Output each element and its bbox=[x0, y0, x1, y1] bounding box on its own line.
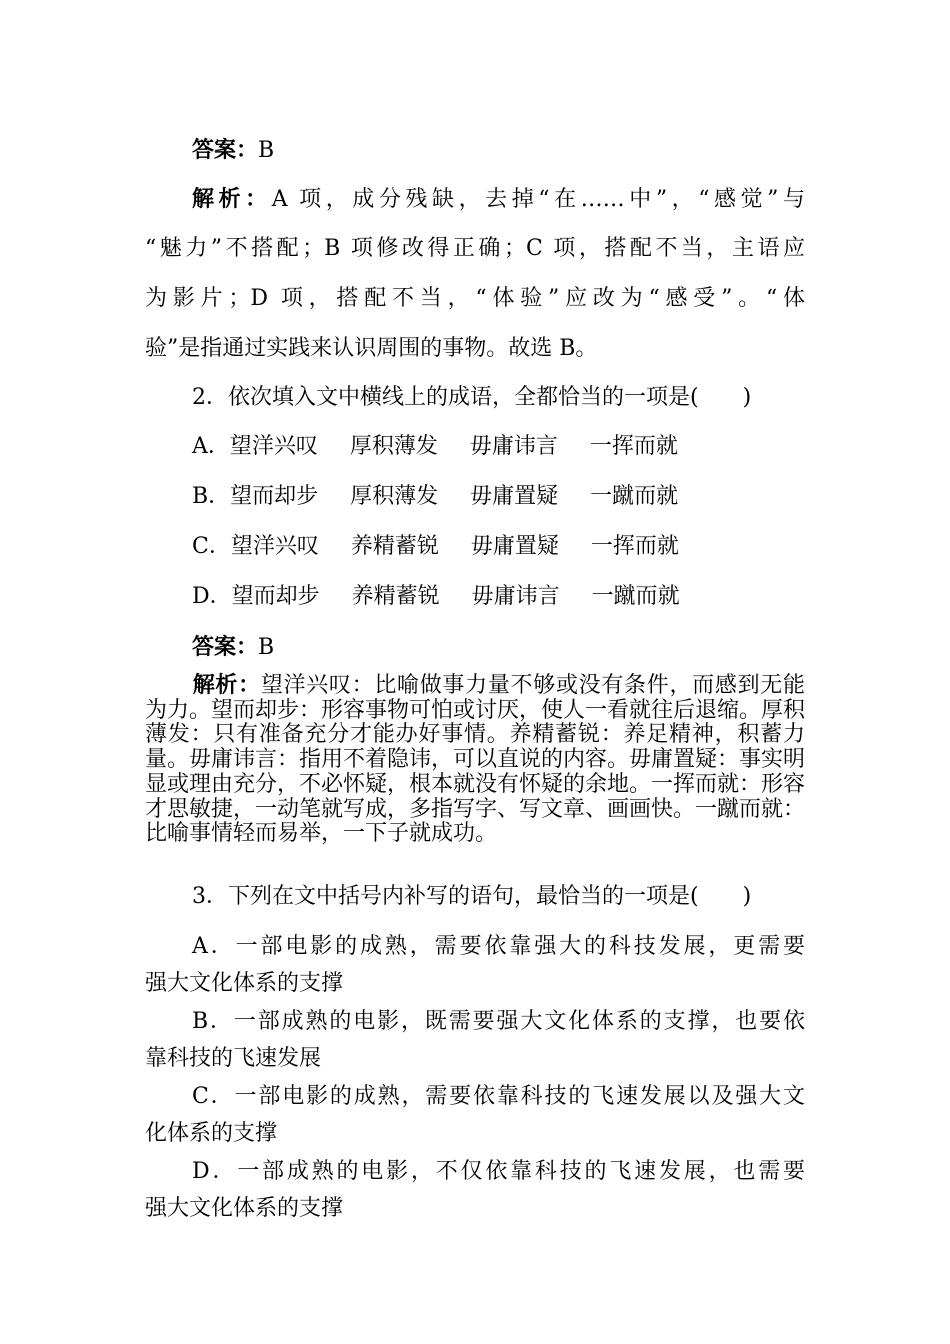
option-label: B． bbox=[192, 484, 231, 509]
option-label: A． bbox=[192, 434, 230, 459]
q1-analysis-line-3: 为影片；D 项，搭配不当，“体验”应改为“感受”。“体 bbox=[145, 286, 805, 311]
idiom: 望而却步 bbox=[231, 584, 320, 609]
q1-analysis-label: 解析： bbox=[192, 186, 272, 212]
q1-answer-label: 答案： bbox=[192, 137, 259, 163]
idiom: 毋庸置疑 bbox=[470, 484, 559, 509]
idiom: 望洋兴叹 bbox=[229, 434, 318, 459]
q3-option-b-line-1: B．一部成熟的电影，既需要强大文化体系的支撑，也要依 bbox=[192, 1009, 805, 1034]
q1-analysis-line-1 bbox=[192, 184, 805, 215]
q2-answer-label: 答案： bbox=[192, 634, 259, 660]
idiom: 一挥而就 bbox=[589, 434, 678, 459]
idiom: 毋庸讳言 bbox=[471, 584, 560, 609]
idiom: 一挥而就 bbox=[590, 534, 679, 559]
q1-analysis-line-2: “魅力”不搭配；B 项修改得正确；C 项，搭配不当，主语应 bbox=[145, 236, 805, 261]
idiom: 望而却步 bbox=[230, 484, 319, 509]
q2-option-a bbox=[192, 432, 678, 462]
idiom: 养精蓄锐 bbox=[350, 534, 439, 559]
idiom: 望洋兴叹 bbox=[230, 534, 319, 559]
idiom: 一蹴而就 bbox=[591, 584, 680, 609]
q3-option-a-line-2: 强大文化体系的支撑 bbox=[145, 971, 344, 996]
q2-answer-value: B bbox=[258, 635, 275, 660]
q2-option-b bbox=[192, 482, 678, 512]
idiom: 毋庸置疑 bbox=[470, 534, 559, 559]
idiom: 养精蓄锐 bbox=[351, 584, 440, 609]
q3-option-a-line-1: A．一部电影的成熟，需要依靠强大的科技发展，更需要 bbox=[192, 934, 805, 959]
q2-option-d bbox=[192, 582, 680, 612]
q3-option-b-line-2: 靠科技的飞速发展 bbox=[145, 1046, 322, 1071]
q3-option-c-line-2: 化体系的支撑 bbox=[145, 1121, 278, 1146]
q3-stem: 3．下列在文中括号内补写的语句，最恰当的一项是( ) bbox=[192, 884, 752, 909]
q1-answer-value: B bbox=[258, 138, 275, 163]
option-label: C． bbox=[192, 534, 231, 559]
idiom: 毋庸讳言 bbox=[469, 434, 558, 459]
q3-option-d-line-2: 强大文化体系的支撑 bbox=[145, 1196, 344, 1221]
q3-option-c-line-1: C．一部电影的成熟，需要依靠科技的飞速发展以及强大文 bbox=[192, 1084, 805, 1109]
q1-analysis-line-4: 验”是指通过实践来认识周围的事物。故选 B。 bbox=[145, 336, 598, 361]
option-label: D． bbox=[192, 584, 232, 609]
q2-analysis-label: 解析： bbox=[192, 672, 261, 698]
idiom: 一蹴而就 bbox=[590, 484, 679, 509]
q2-answer bbox=[192, 632, 805, 663]
q2-analysis bbox=[145, 673, 805, 847]
q2-analysis-text: 望洋兴叹：比喻做事力量不够或没有条件，而感到无能为力。望而却步：形容事物可怕或讨厌，使人一看就往后退缩。厚积薄发：只有准备充分才能办好事情。养精蓄锐：养足精神，积蓄力量。毋庸讳言：指用不着隐讳，可以直说的内容。毋庸置疑：事实明显或理由充分，不必怀疑，根本就没有怀疑的余地。一挥而就：形容才思敏捷，一动笔就写成，多指写字、写文章、画画快。一蹴而就：比喻事情轻而易举，一下子就成功。 bbox=[145, 673, 806, 847]
q1-answer bbox=[192, 135, 805, 166]
q2-stem: 2．依次填入文中横线上的成语，全都恰当的一项是( ) bbox=[192, 385, 752, 410]
q2-option-c bbox=[192, 532, 679, 562]
idiom: 厚积薄发 bbox=[349, 434, 438, 459]
q3-option-d-line-1: D．一部成熟的电影，不仅依靠科技的飞速发展，也需要 bbox=[192, 1159, 805, 1184]
q1-analysis-text-1: A 项，成分残缺，去掉“在……中”，“感觉”与 bbox=[271, 187, 805, 212]
idiom: 厚积薄发 bbox=[350, 484, 439, 509]
